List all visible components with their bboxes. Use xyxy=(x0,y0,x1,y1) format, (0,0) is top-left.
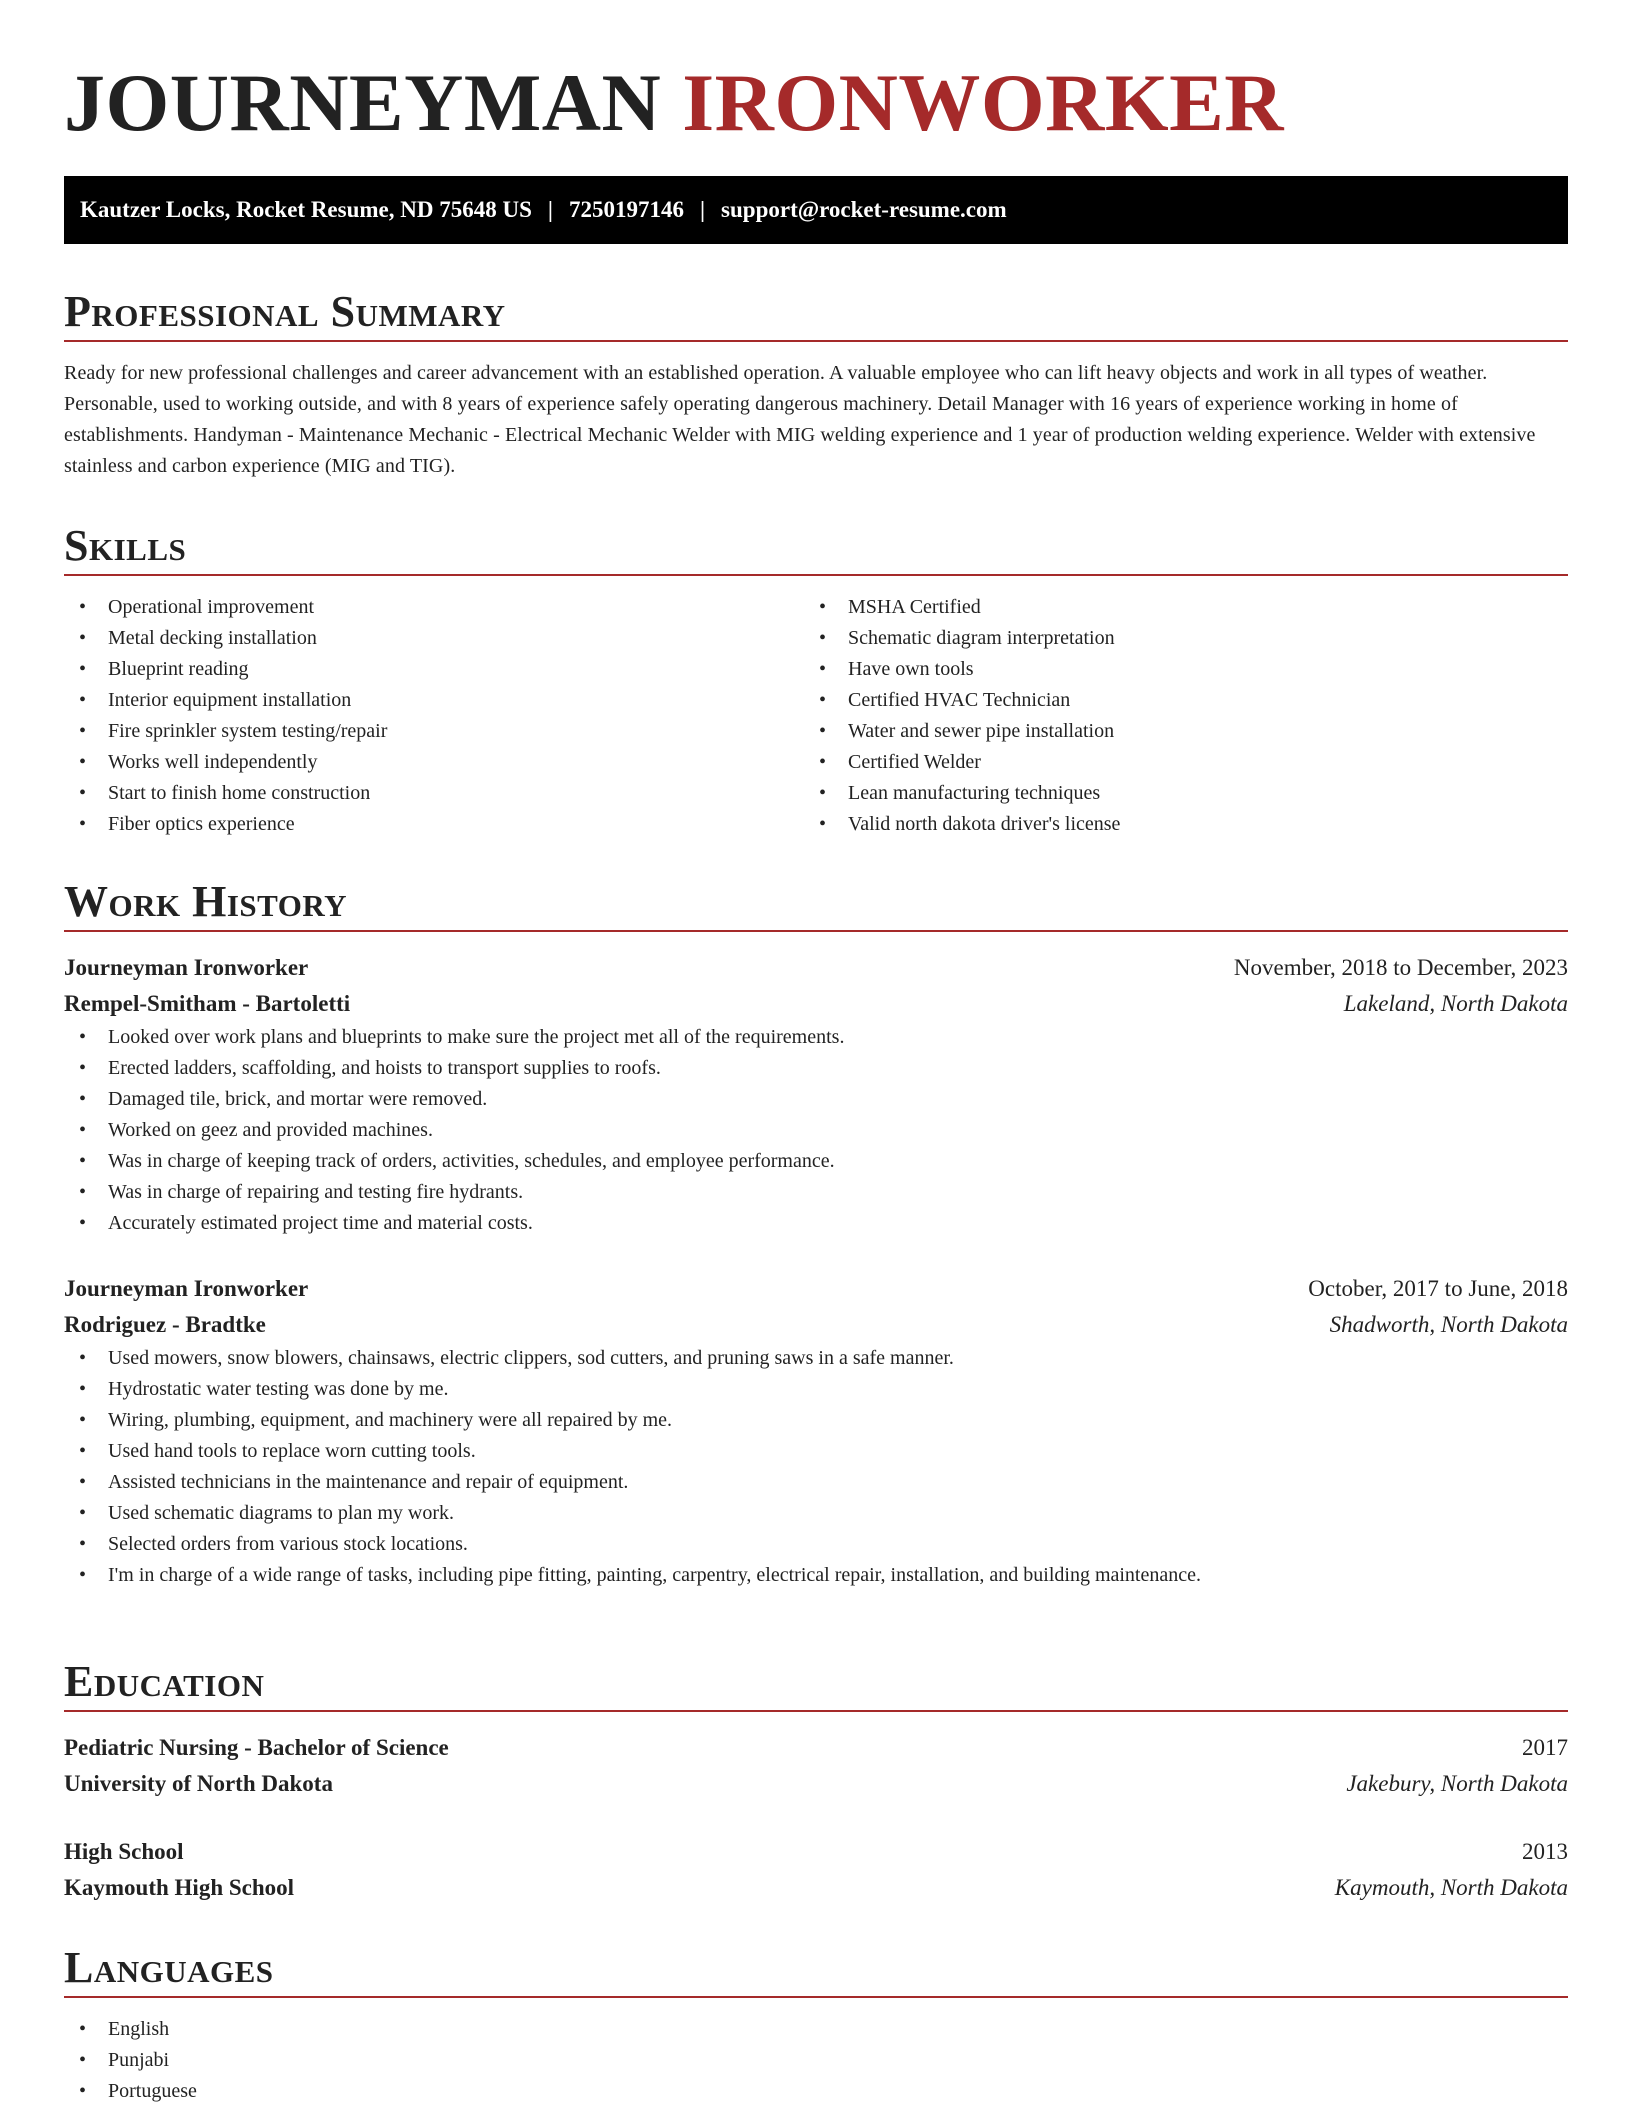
job-duty: • Was in charge of repairing and testing fire hydrants. xyxy=(64,1177,1568,1208)
job-company-row xyxy=(64,986,1568,1022)
skill-item: • Metal decking installation xyxy=(64,623,804,654)
contact-bar xyxy=(64,176,1568,244)
section-divider xyxy=(64,574,1568,576)
skill-item: • Valid north dakota driver's license xyxy=(804,809,1544,840)
resume-title xyxy=(64,0,1568,154)
contact-phone: 7250197146 xyxy=(568,197,684,222)
skill-item: • Certified HVAC Technician xyxy=(804,685,1544,716)
job-location: Shadworth, North Dakota xyxy=(1329,1312,1568,1337)
languages-list xyxy=(64,2014,1568,2107)
education-degree: High School xyxy=(64,1839,184,1864)
job-duty: • Was in charge of keeping track of orders, activities, schedules, and employee performance. xyxy=(64,1146,1568,1177)
skill-item: • Water and sewer pipe installation xyxy=(804,716,1544,747)
contact-email[interactable]: support@rocket-resume.com xyxy=(721,197,1007,222)
education-school: University of North Dakota xyxy=(64,1771,333,1796)
job-duty: • Assisted technicians in the maintenance and repair of equipment. xyxy=(64,1467,1568,1498)
job-dates: October, 2017 to June, 2018 xyxy=(1308,1276,1568,1301)
job-title: Journeyman Ironworker xyxy=(64,1276,309,1301)
skills-list-left xyxy=(64,592,804,840)
job-duty: • I'm in charge of a wide range of tasks, including pipe fitting, painting, carpentry, electrical repair, installation, and building maintenance. xyxy=(64,1560,1568,1591)
contact-separator: | xyxy=(699,197,706,222)
skills-heading: Skills xyxy=(64,521,187,570)
skill-item: • Fire sprinkler system testing/repair xyxy=(64,716,804,747)
job-title: Journeyman Ironworker xyxy=(64,955,309,980)
skill-item: • Lean manufacturing techniques xyxy=(804,778,1544,809)
skill-item: • Interior equipment installation xyxy=(64,685,804,716)
section-divider xyxy=(64,1996,1568,1998)
skill-item: • Have own tools xyxy=(804,654,1544,685)
contact-address: Kautzer Locks, Rocket Resume, ND 75648 US xyxy=(80,197,532,222)
summary-section xyxy=(64,284,1568,482)
job-duties-list xyxy=(64,1343,1568,1591)
section-divider xyxy=(64,930,1568,932)
job-company: Rempel-Smitham - Bartoletti xyxy=(64,991,351,1016)
job-duty: • Damaged tile, brick, and mortar were removed. xyxy=(64,1084,1568,1115)
job-duty: • Worked on geez and provided machines. xyxy=(64,1115,1568,1146)
job-duty: • Erected ladders, scaffolding, and hoists to transport supplies to roofs. xyxy=(64,1053,1568,1084)
skill-item: • Operational improvement xyxy=(64,592,804,623)
job-duty: • Selected orders from various stock locations. xyxy=(64,1529,1568,1560)
job-title-row xyxy=(64,1271,1568,1307)
education-school-row xyxy=(64,1766,1568,1802)
skills-list-right xyxy=(804,592,1544,840)
job-duty: • Used hand tools to replace worn cutting tools. xyxy=(64,1436,1568,1467)
job-location: Lakeland, North Dakota xyxy=(1343,991,1568,1016)
language-item: • Portuguese xyxy=(64,2076,1568,2107)
language-item: • English xyxy=(64,2014,1568,2045)
job-dates: November, 2018 to December, 2023 xyxy=(1233,955,1568,980)
job-company: Rodriguez - Bradtke xyxy=(64,1312,266,1337)
education-entry xyxy=(64,1730,1568,1802)
summary-heading: Professional Summary xyxy=(64,287,506,336)
job-title-row xyxy=(64,950,1568,986)
job-duty: • Used schematic diagrams to plan my work. xyxy=(64,1498,1568,1529)
skill-item: • MSHA Certified xyxy=(804,592,1544,623)
skill-item: • Schematic diagram interpretation xyxy=(804,623,1544,654)
job-duty: • Wiring, plumbing, equipment, and machinery were all repaired by me. xyxy=(64,1405,1568,1436)
job-duty: • Used mowers, snow blowers, chainsaws, electric clippers, sod cutters, and pruning saws in a safe manner. xyxy=(64,1343,1568,1374)
job-duty: • Accurately estimated project time and material costs. xyxy=(64,1208,1568,1239)
section-divider xyxy=(64,340,1568,342)
summary-text: Ready for new professional challenges and career advancement with an established operation. A valuable employee who can lift heavy objects and work in all types of weather. Personable, used to working outside, and with 8 years of experience safely operating dangerous machinery. Detail Manager with 16 years of experience working in home of establishments. Handyman - Maintenance Mechanic - Electrical Mechanic Welder with MIG welding experience and 1 year of production welding experience. Welder with extensive stainless and carbon experience (MIG and TIG). xyxy=(64,362,1536,477)
language-item: • Punjabi xyxy=(64,2045,1568,2076)
resume-page xyxy=(64,0,1568,2102)
job-duties-list xyxy=(64,1022,1568,1239)
job-duty: • Looked over work plans and blueprints to make sure the project met all of the requirements. xyxy=(64,1022,1568,1053)
title-role: JOURNEYMAN xyxy=(64,57,662,148)
job-company-row xyxy=(64,1307,1568,1343)
languages-section xyxy=(64,1940,1568,2107)
education-year: 2013 xyxy=(1522,1839,1568,1864)
job-entry xyxy=(64,950,1568,1239)
education-degree-row xyxy=(64,1834,1568,1870)
education-year: 2017 xyxy=(1522,1735,1568,1760)
skills-columns xyxy=(64,592,1568,840)
skill-item: • Certified Welder xyxy=(804,747,1544,778)
work-history-section xyxy=(64,874,1568,1591)
education-school: Kaymouth High School xyxy=(64,1875,295,1900)
skill-item: • Fiber optics experience xyxy=(64,809,804,840)
skills-section xyxy=(64,518,1568,840)
education-school-row xyxy=(64,1870,1568,1906)
education-degree-row xyxy=(64,1730,1568,1766)
education-degree: Pediatric Nursing - Bachelor of Science xyxy=(64,1735,449,1760)
job-duty: • Hydrostatic water testing was done by me. xyxy=(64,1374,1568,1405)
education-location: Kaymouth, North Dakota xyxy=(1334,1875,1568,1900)
education-heading: Education xyxy=(64,1657,265,1706)
skill-item: • Blueprint reading xyxy=(64,654,804,685)
title-trade: IRONWORKER xyxy=(682,57,1285,148)
work-history-heading: Work History xyxy=(64,877,348,926)
job-entry xyxy=(64,1271,1568,1591)
education-section xyxy=(64,1654,1568,1906)
education-entry xyxy=(64,1834,1568,1906)
education-location: Jakebury, North Dakota xyxy=(1346,1771,1568,1796)
section-divider xyxy=(64,1710,1568,1712)
languages-heading: Languages xyxy=(64,1943,274,1992)
skill-item: • Start to finish home construction xyxy=(64,778,804,809)
contact-separator: | xyxy=(547,197,553,222)
skill-item: • Works well independently xyxy=(64,747,804,778)
